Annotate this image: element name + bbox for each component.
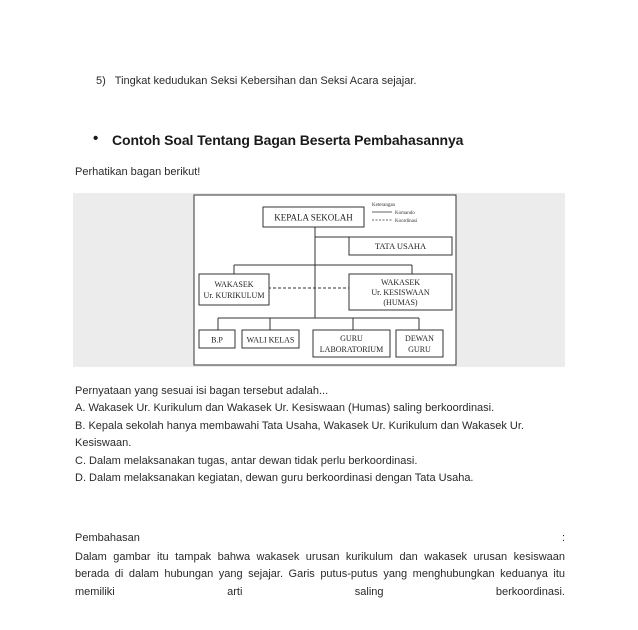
- node-bp: [199, 330, 235, 348]
- node-kepala-label: KEPALA SEKOLAH: [274, 212, 353, 223]
- node-wakasek-kes-line3: (HUMAS): [383, 298, 418, 307]
- pembahasan-line3: [75, 584, 565, 601]
- option-b-line1: B. Kepala sekolah hanya membawahi Tata Usaha, Wakasek Ur. Kurikulum dan Wakasek Ur.: [75, 419, 524, 432]
- legend-title: Keterangan: [372, 203, 396, 208]
- node-tata-usaha-label: TATA USAHA: [374, 241, 427, 251]
- pembahasan-header: [75, 532, 565, 544]
- pembahasan-body: [75, 549, 565, 601]
- org-chart: [73, 193, 565, 367]
- list-item-text: Tingkat kedudukan Seksi Kebersihan dan Seksi Acara sejajar.: [114, 75, 417, 87]
- node-wakasek-kurikulum: [199, 274, 269, 305]
- option-a: A. Wakasek Ur. Kurikulum dan Wakasek Ur. Kesiswaan (Humas) saling berkoordinasi.: [75, 402, 495, 415]
- node-bp-label: B.P: [211, 335, 223, 345]
- legend-koordinasi: Koordinasi: [395, 219, 418, 224]
- intro-text: Perhatikan bagan berikut!: [75, 166, 201, 178]
- node-wali-kelas: [242, 330, 299, 348]
- pembahasan-word: arti: [227, 585, 243, 598]
- node-wali-kelas-label: WALI KELAS: [246, 335, 295, 345]
- pembahasan-colon: :: [561, 532, 565, 544]
- org-chart-figure: [73, 193, 565, 367]
- node-dewan-guru: [396, 330, 443, 357]
- node-wakasek-kes-line2: Ur. KESISWAAN: [371, 288, 430, 297]
- option-d: D. Dalam melaksanakan kegiatan, dewan guru berkoordinasi dengan Tata Usaha.: [75, 472, 474, 485]
- node-guru-lab-line2: LABORATORIUM: [319, 345, 384, 354]
- pembahasan-word: berkoordinasi.: [495, 585, 565, 598]
- pembahasan-label: Pembahasan: [75, 532, 140, 544]
- option-c: C. Dalam melaksanakan tugas, antar dewan tidak perlu berkoordinasi.: [75, 454, 418, 467]
- section-heading: Contoh Soal Tentang Bagan Beserta Pembahasannya: [112, 132, 464, 148]
- list-number: 5): [96, 75, 106, 87]
- bullet-icon: •: [93, 130, 99, 147]
- legend-komando: Komando: [395, 211, 415, 216]
- node-kepala-sekolah: [263, 207, 364, 227]
- list-item-5: [96, 75, 416, 87]
- node-tata-usaha: [349, 237, 452, 255]
- option-b-line2: Kesiswaan.: [75, 437, 132, 450]
- pembahasan-line2: berada di dalam hubungan yang sejajar. Garis putus-putus yang menghubungkan keduanya itu: [75, 568, 565, 581]
- node-wakasek-kur-line2: Ur. KURIKULUM: [203, 291, 265, 300]
- node-wakasek-kes-line1: WAKASEK: [380, 278, 421, 287]
- pembahasan-word: saling: [354, 585, 384, 598]
- node-dewan-guru-line2: GURU: [408, 345, 431, 354]
- node-guru-lab-line1: GURU: [340, 334, 363, 343]
- node-wakasek-kur-line1: WAKASEK: [214, 280, 254, 289]
- pembahasan-word: memiliki: [75, 585, 115, 598]
- node-guru-laboratorium: [313, 330, 390, 357]
- question-stem: Pernyataan yang sesuai isi bagan tersebut adalah...: [75, 385, 329, 397]
- pembahasan-line1: Dalam gambar itu tampak bahwa wakasek urusan kurikulum dan wakasek urusan kesiswaan: [75, 551, 565, 563]
- node-wakasek-kesiswaan: [349, 274, 452, 310]
- node-dewan-guru-line1: DEWAN: [405, 334, 434, 343]
- question-block: [75, 383, 565, 487]
